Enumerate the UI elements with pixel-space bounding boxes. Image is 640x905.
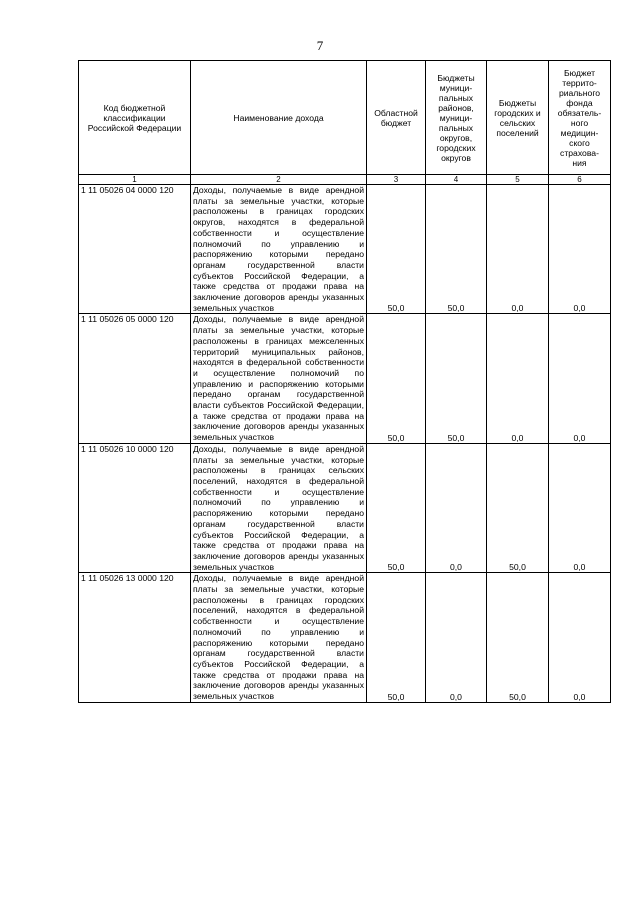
header-regional: Областной бюджет [367, 61, 426, 175]
revenue-distribution-table [78, 60, 611, 703]
row-medical-fund-value: 0,0 [549, 314, 611, 443]
table-row [79, 185, 611, 314]
row-medical-fund-value: 0,0 [549, 573, 611, 702]
column-number-row [79, 175, 611, 185]
row-regional-value: 50,0 [367, 314, 426, 443]
table-row [79, 314, 611, 443]
row-name: Доходы, получаемые в виде арендной платы за земельные участки, которые расположены в границах городских округов, находятся в федеральной собственности и осуществление полномочий по управлению и распоряжению которыми передано органам государственной власти субъектов Российской Федерации, а также средства от продажи права на заключение договоров аренды указанных земельных участков [191, 185, 367, 314]
header-code: Код бюджетной классификации Российской Федерации [79, 61, 191, 175]
row-name: Доходы, получаемые в виде арендной платы за земельные участки, которые расположены в границах межселенных территорий муниципальных районов, находятся в федеральной собственности и осуществление полномочий по управлению и распоряжению которыми передано органам государственной власти субъектов Российской Федерации, а также средства от продажи права на заключение договоров аренды указанных земельных участков [191, 314, 367, 443]
row-regional-value: 50,0 [367, 573, 426, 702]
table-row [79, 573, 611, 702]
table-row [79, 443, 611, 572]
row-settlements-value: 0,0 [487, 185, 549, 314]
column-number: 4 [426, 175, 487, 185]
row-settlements-value: 50,0 [487, 573, 549, 702]
row-code: 1 11 05026 13 0000 120 [79, 573, 191, 702]
header-settlements: Бюджеты городских и сельских поселений [487, 61, 549, 175]
row-municipal-value: 0,0 [426, 573, 487, 702]
row-regional-value: 50,0 [367, 443, 426, 572]
row-code: 1 11 05026 05 0000 120 [79, 314, 191, 443]
column-number: 2 [191, 175, 367, 185]
row-medical-fund-value: 0,0 [549, 185, 611, 314]
header-municipal: Бюджеты муници- пальных районов, муници- пальных округов, городских округов [426, 61, 487, 175]
header-medical-fund: Бюджет террито- риального фонда обязатель- ного медицин- ского страхова- ния [549, 61, 611, 175]
page-number: 7 [316, 38, 324, 53]
row-regional-value: 50,0 [367, 185, 426, 314]
row-code: 1 11 05026 10 0000 120 [79, 443, 191, 572]
header-name: Наименование дохода [191, 61, 367, 175]
row-municipal-value: 50,0 [426, 185, 487, 314]
column-number: 6 [549, 175, 611, 185]
row-code: 1 11 05026 04 0000 120 [79, 185, 191, 314]
row-municipal-value: 0,0 [426, 443, 487, 572]
row-name: Доходы, получаемые в виде арендной платы за земельные участки, которые расположены в границах городских поселений, находятся в федеральной собственности и осуществление полномочий по управлению и распоряжению которыми передано органам государственной власти субъектов Российской Федерации, а также средства от продажи права на заключение договоров аренды указанных земельных участков [191, 573, 367, 702]
row-settlements-value: 0,0 [487, 314, 549, 443]
row-name: Доходы, получаемые в виде арендной платы за земельные участки, которые расположены в границах сельских поселений, находятся в федеральной собственности и осуществление полномочий по управлению и распоряжению которыми передано органам государственной власти субъектов Российской Федерации, а также средства от продажи права на заключение договоров аренды указанных земельных участков [191, 443, 367, 572]
row-settlements-value: 50,0 [487, 443, 549, 572]
column-number: 5 [487, 175, 549, 185]
row-municipal-value: 50,0 [426, 314, 487, 443]
table-header-row [79, 61, 611, 175]
row-medical-fund-value: 0,0 [549, 443, 611, 572]
column-number: 1 [79, 175, 191, 185]
column-number: 3 [367, 175, 426, 185]
